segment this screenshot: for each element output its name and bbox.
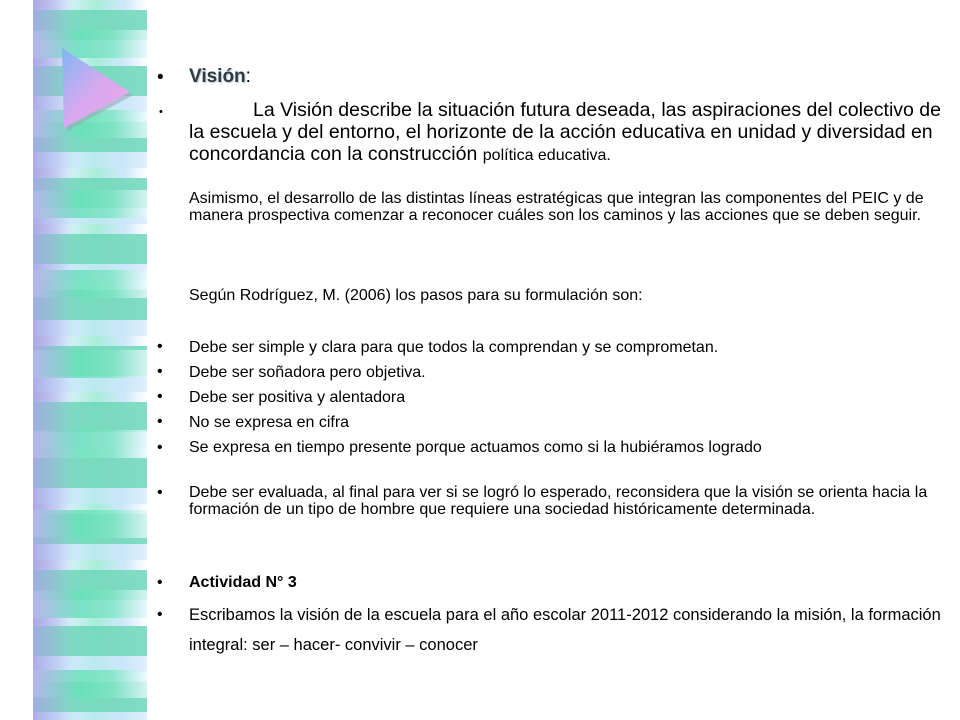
bullet: •: [157, 484, 163, 501]
bullet: •: [157, 413, 163, 430]
paragraph-3: Según Rodríguez, M. (2006) los pasos para su formulación son:: [189, 287, 643, 304]
heading-label: Visión: [189, 66, 246, 87]
strip-band: [33, 270, 147, 298]
bullet: •: [159, 106, 163, 118]
step-text: Se expresa en tiempo presente porque actuamos como si la hubiéramos logrado: [189, 439, 762, 456]
bullet: •: [157, 388, 163, 405]
step-text: Debe ser evaluada, al final para ver si se logró lo esperado, reconsidera que la visión se orienta hacia la formación de un tipo de hombre que requiere una sociedad históricamente determinada.: [189, 484, 928, 518]
strip-band: [33, 510, 147, 538]
intro-text: La Visión describe la situación futura deseada, las aspiraciones del colectivo de la escuela y del entorno, el horizonte de la acción educativa en unidad y diversidad en concordancia con la construcción: [189, 99, 941, 165]
bullet: •: [157, 67, 164, 88]
strip-band: [33, 590, 147, 618]
strip-band: [33, 190, 147, 218]
bullet: •: [157, 574, 163, 591]
paragraph-2: Asimismo, el desarrollo de las distintas líneas estratégicas que integran las componentes del PEIC y de manera prospectiva comenzar a reconocer cuáles son los caminos y las acciones que se deben seguir.: [189, 190, 924, 224]
step-text: No se expresa en cifra: [189, 414, 350, 431]
step-text: Debe ser soñadora pero objetiva.: [189, 364, 426, 381]
intro-paragraph: [189, 99, 945, 167]
strip-band: [33, 350, 147, 378]
triangle-logo-icon: [56, 42, 136, 134]
step-text: Debe ser positiva y alentadora: [189, 389, 406, 406]
activity-title: Actividad N° 3: [189, 574, 297, 591]
bullet: •: [157, 606, 163, 623]
strip-band: [33, 670, 147, 698]
heading-colon: :: [245, 66, 251, 87]
bullet: •: [157, 338, 163, 355]
bullet: •: [157, 439, 163, 456]
step-text: Debe ser simple y clara para que todos la comprendan y se comprometan.: [189, 339, 719, 356]
activity-instruction: Escribamos la visión de la escuela para el año escolar 2011-2012 considerando la misión, la formación integral: ser – hacer- convivir – conocer: [189, 606, 941, 654]
heading-title: [189, 66, 945, 88]
bullet: •: [157, 363, 163, 380]
intro-text-tail: política educativa.: [482, 147, 611, 164]
strip-band: [33, 430, 147, 458]
